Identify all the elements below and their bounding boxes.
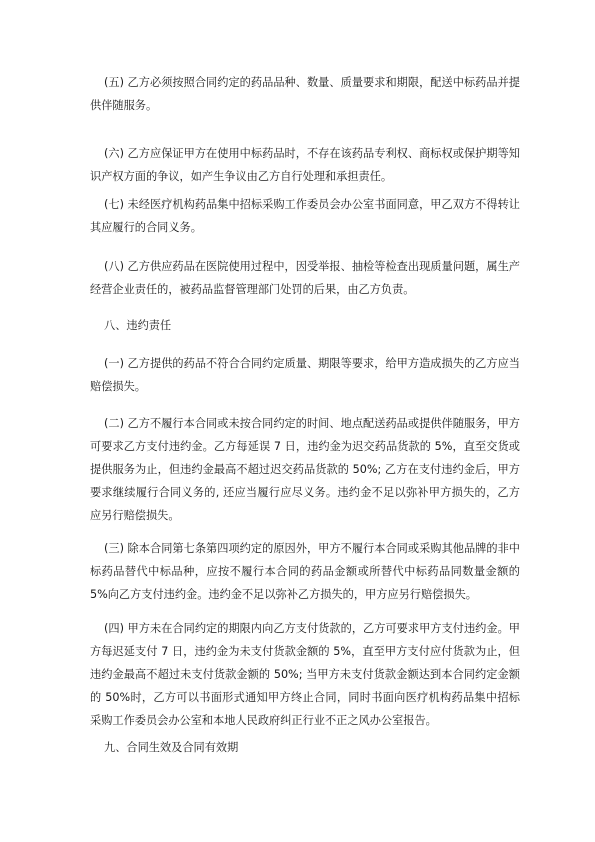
paragraph-breach-4: (四) 甲方未在合同约定的期限内向乙方支付货款的，乙方可要求甲方支付违约金。甲方每迟延支付 7 日，违约金为未支付货款金额的 5%，直至甲方支付应付货款为止，但违约金最高不超过未支付货款金额的 50%; 当甲方未支付货款金额达到本合同约定金额的 50%时，乙方可以书面形式通知甲方终止合同，同时书面向医疗机构药品集中招标采购工作委员会办公室和本地人民政府纠正行业不正之风办公室报告。 — [90, 622, 520, 727]
paragraph-item-5: (五) 乙方必须按照合同约定的药品品种、数量、质量要求和期限，配送中标药品并提供伴随服务。 — [90, 76, 520, 112]
paragraph-breach-3: (三) 除本合同第七条第四项约定的原因外，甲方不履行本合同或采购其他品牌的非中标药品替代中标品种，应按不履行本合同的药品金额或所替代中标药品同数量金额的 5%向乙方支付违约金。违约金不足以弥补乙方损失的，甲方应另行赔偿损失。 — [90, 542, 520, 601]
paragraph-item-8: (八) 乙方供应药品在医院使用过程中，因受举报、抽检等检查出现质量问题，属生产经营企业责任的，被药品监督管理部门处罚的后果，由乙方负责。 — [90, 260, 520, 296]
section-heading-breach: 八、违约责任 — [104, 319, 172, 332]
paragraph-item-6: (六) 乙方应保证甲方在使用中标药品时，不存在该药品专利权、商标权或保护期等知识产权方面的争议，如产生争议由乙方自行处理和承担责任。 — [90, 147, 520, 183]
section-heading-effectiveness: 九、合同生效及合同有效期 — [104, 741, 239, 754]
paragraph-breach-2: (二) 乙方不履行本合同或未按合同约定的时间、地点配送药品或提供伴随服务，甲方可要求乙方支付违约金。乙方每延误 7 日，违约金为迟交药品货款的 5%，直至交货或提供服务为止，但违约金最高不超过迟交药品货款的 50%; 乙方在支付违约金后，甲方要求继续履行合同义务的, 还应当履行应尽义务。违约金不足以弥补甲方损失的，乙方应另行赔偿损失。 — [90, 417, 520, 522]
paragraph-item-7: (七) 未经医疗机构药品集中招标采购工作委员会办公室书面同意，甲乙双方不得转让其应履行的合同义务。 — [90, 198, 520, 234]
paragraph-breach-1: (一) 乙方提供的药品不符合合同约定质量、期限等要求，给甲方造成损失的乙方应当赔偿损失。 — [90, 357, 520, 393]
